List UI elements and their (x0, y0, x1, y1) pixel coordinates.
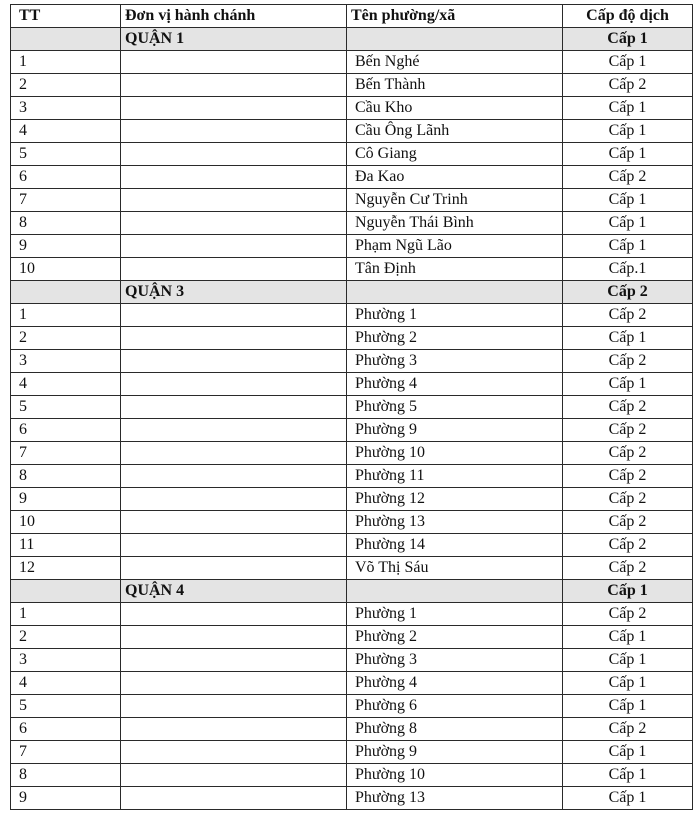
row-epidemic-level: Cấp 1 (563, 672, 693, 695)
district-level: Cấp 1 (563, 580, 693, 603)
district-row (11, 281, 693, 304)
row-epidemic-level: Cấp 2 (563, 465, 693, 488)
row-admin-unit (121, 626, 347, 649)
row-admin-unit (121, 649, 347, 672)
row-ward-name: Phường 12 (347, 488, 563, 511)
row-epidemic-level: Cấp 2 (563, 419, 693, 442)
row-admin-unit (121, 419, 347, 442)
district-ward-cell (347, 28, 563, 51)
row-ward-name: Phường 5 (347, 396, 563, 419)
row-tt: 9 (11, 787, 121, 810)
row-admin-unit (121, 189, 347, 212)
row-epidemic-level: Cấp.1 (563, 258, 693, 281)
table-row (11, 626, 693, 649)
row-ward-name: Phường 2 (347, 626, 563, 649)
row-admin-unit (121, 534, 347, 557)
row-admin-unit (121, 120, 347, 143)
table-row (11, 718, 693, 741)
row-admin-unit (121, 166, 347, 189)
row-tt: 5 (11, 695, 121, 718)
table-row (11, 741, 693, 764)
table-row (11, 350, 693, 373)
table-row (11, 465, 693, 488)
row-tt: 3 (11, 649, 121, 672)
table-row (11, 304, 693, 327)
row-tt: 7 (11, 741, 121, 764)
row-epidemic-level: Cấp 1 (563, 143, 693, 166)
row-epidemic-level: Cấp 1 (563, 189, 693, 212)
district-level: Cấp 1 (563, 28, 693, 51)
row-admin-unit (121, 258, 347, 281)
row-epidemic-level: Cấp 2 (563, 488, 693, 511)
table-row (11, 419, 693, 442)
table-row (11, 511, 693, 534)
row-ward-name: Phường 1 (347, 304, 563, 327)
row-epidemic-level: Cấp 1 (563, 741, 693, 764)
row-admin-unit (121, 74, 347, 97)
row-tt: 6 (11, 419, 121, 442)
row-ward-name: Nguyễn Cư Trinh (347, 189, 563, 212)
row-ward-name: Phường 8 (347, 718, 563, 741)
header-row (11, 5, 693, 28)
row-tt: 10 (11, 258, 121, 281)
row-admin-unit (121, 557, 347, 580)
row-admin-unit (121, 488, 347, 511)
row-tt: 7 (11, 442, 121, 465)
table-row (11, 373, 693, 396)
row-tt: 2 (11, 327, 121, 350)
row-epidemic-level: Cấp 2 (563, 557, 693, 580)
row-tt: 6 (11, 166, 121, 189)
table-row (11, 672, 693, 695)
row-epidemic-level: Cấp 2 (563, 350, 693, 373)
table-row (11, 143, 693, 166)
row-admin-unit (121, 718, 347, 741)
row-ward-name: Phường 4 (347, 373, 563, 396)
table-row (11, 695, 693, 718)
row-epidemic-level: Cấp 1 (563, 626, 693, 649)
table-row (11, 166, 693, 189)
row-ward-name: Bến Nghé (347, 51, 563, 74)
row-admin-unit (121, 51, 347, 74)
row-tt: 2 (11, 74, 121, 97)
table-row (11, 787, 693, 810)
district-name: QUẬN 3 (121, 281, 347, 304)
table-row (11, 603, 693, 626)
row-admin-unit (121, 695, 347, 718)
table-row (11, 51, 693, 74)
table-row (11, 74, 693, 97)
row-epidemic-level: Cấp 1 (563, 235, 693, 258)
row-admin-unit (121, 741, 347, 764)
row-tt: 7 (11, 189, 121, 212)
row-epidemic-level: Cấp 1 (563, 787, 693, 810)
row-admin-unit (121, 373, 347, 396)
row-tt: 5 (11, 143, 121, 166)
table-body (11, 28, 693, 810)
row-ward-name: Phường 13 (347, 511, 563, 534)
epidemic-level-table (10, 4, 693, 810)
header-epidemic-level: Cấp độ dịch (563, 5, 693, 28)
row-ward-name: Phường 10 (347, 764, 563, 787)
row-epidemic-level: Cấp 2 (563, 603, 693, 626)
row-epidemic-level: Cấp 2 (563, 534, 693, 557)
row-admin-unit (121, 143, 347, 166)
district-ward-cell (347, 281, 563, 304)
row-tt: 10 (11, 511, 121, 534)
row-admin-unit (121, 350, 347, 373)
row-epidemic-level: Cấp 2 (563, 304, 693, 327)
row-tt: 5 (11, 396, 121, 419)
district-level: Cấp 2 (563, 281, 693, 304)
row-epidemic-level: Cấp 1 (563, 327, 693, 350)
row-admin-unit (121, 672, 347, 695)
row-epidemic-level: Cấp 1 (563, 51, 693, 74)
row-admin-unit (121, 465, 347, 488)
row-admin-unit (121, 327, 347, 350)
table-row (11, 235, 693, 258)
row-tt: 8 (11, 465, 121, 488)
table-row (11, 327, 693, 350)
row-tt: 4 (11, 373, 121, 396)
row-tt: 9 (11, 488, 121, 511)
row-tt: 9 (11, 235, 121, 258)
row-ward-name: Phường 3 (347, 350, 563, 373)
row-ward-name: Nguyễn Thái Bình (347, 212, 563, 235)
row-admin-unit (121, 97, 347, 120)
row-admin-unit (121, 603, 347, 626)
row-ward-name: Phường 13 (347, 787, 563, 810)
header-admin-unit: Đơn vị hành chánh (121, 5, 347, 28)
district-row (11, 580, 693, 603)
row-epidemic-level: Cấp 2 (563, 74, 693, 97)
row-epidemic-level: Cấp 1 (563, 97, 693, 120)
row-tt: 3 (11, 350, 121, 373)
header-ward-name: Tên phường/xã (347, 5, 563, 28)
row-ward-name: Phường 9 (347, 741, 563, 764)
table-row (11, 534, 693, 557)
header-tt: TT (11, 5, 121, 28)
district-tt-cell (11, 28, 121, 51)
row-ward-name: Phường 1 (347, 603, 563, 626)
row-epidemic-level: Cấp 2 (563, 396, 693, 419)
table-row (11, 764, 693, 787)
table-row (11, 442, 693, 465)
district-tt-cell (11, 281, 121, 304)
row-admin-unit (121, 235, 347, 258)
row-ward-name: Võ Thị Sáu (347, 557, 563, 580)
table-row (11, 396, 693, 419)
row-epidemic-level: Cấp 1 (563, 373, 693, 396)
row-epidemic-level: Cấp 1 (563, 764, 693, 787)
row-admin-unit (121, 212, 347, 235)
row-admin-unit (121, 396, 347, 419)
row-tt: 4 (11, 672, 121, 695)
row-ward-name: Bến Thành (347, 74, 563, 97)
row-tt: 8 (11, 212, 121, 235)
table-row (11, 557, 693, 580)
table-row (11, 120, 693, 143)
row-ward-name: Phường 14 (347, 534, 563, 557)
row-tt: 1 (11, 304, 121, 327)
row-epidemic-level: Cấp 1 (563, 695, 693, 718)
row-ward-name: Phường 9 (347, 419, 563, 442)
row-ward-name: Cô Giang (347, 143, 563, 166)
row-ward-name: Tân Định (347, 258, 563, 281)
table-row (11, 258, 693, 281)
row-tt: 11 (11, 534, 121, 557)
row-ward-name: Phường 2 (347, 327, 563, 350)
row-ward-name: Phường 3 (347, 649, 563, 672)
row-admin-unit (121, 787, 347, 810)
row-ward-name: Cầu Ông Lãnh (347, 120, 563, 143)
row-ward-name: Cầu Kho (347, 97, 563, 120)
row-admin-unit (121, 511, 347, 534)
row-ward-name: Phường 4 (347, 672, 563, 695)
row-tt: 1 (11, 51, 121, 74)
row-epidemic-level: Cấp 2 (563, 166, 693, 189)
row-admin-unit (121, 304, 347, 327)
row-epidemic-level: Cấp 2 (563, 442, 693, 465)
row-ward-name: Phường 6 (347, 695, 563, 718)
row-epidemic-level: Cấp 1 (563, 120, 693, 143)
row-tt: 2 (11, 626, 121, 649)
district-name: QUẬN 1 (121, 28, 347, 51)
row-ward-name: Phạm Ngũ Lão (347, 235, 563, 258)
row-admin-unit (121, 764, 347, 787)
row-tt: 4 (11, 120, 121, 143)
district-row (11, 28, 693, 51)
district-name: QUẬN 4 (121, 580, 347, 603)
row-tt: 3 (11, 97, 121, 120)
district-ward-cell (347, 580, 563, 603)
row-epidemic-level: Cấp 1 (563, 212, 693, 235)
row-epidemic-level: Cấp 1 (563, 649, 693, 672)
district-tt-cell (11, 580, 121, 603)
row-epidemic-level: Cấp 2 (563, 511, 693, 534)
table-row (11, 212, 693, 235)
row-tt: 1 (11, 603, 121, 626)
table-row (11, 649, 693, 672)
table-row (11, 97, 693, 120)
row-tt: 6 (11, 718, 121, 741)
row-ward-name: Phường 11 (347, 465, 563, 488)
row-epidemic-level: Cấp 2 (563, 718, 693, 741)
table-row (11, 488, 693, 511)
table-row (11, 189, 693, 212)
row-tt: 12 (11, 557, 121, 580)
row-ward-name: Đa Kao (347, 166, 563, 189)
row-admin-unit (121, 442, 347, 465)
row-tt: 8 (11, 764, 121, 787)
row-ward-name: Phường 10 (347, 442, 563, 465)
